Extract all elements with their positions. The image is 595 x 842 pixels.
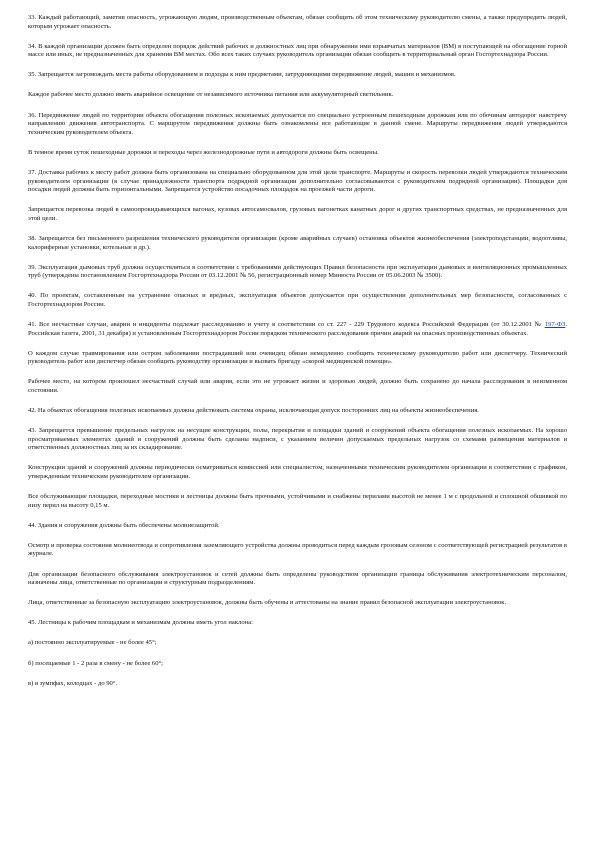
paragraph-inspection: Конструкции зданий и сооружений должны периодически осматриваться комиссией или специалистом, назначенными техническим руководителем организации в соответствии с графиком, утвержденным техническим руководителем организации. bbox=[28, 464, 567, 480]
document-page bbox=[28, 14, 567, 700]
paragraph-41-text-after: . Российская газета, 2001, 31 декабря) и установленным Госгортехнадзором России порядком технического расследования причин аварий на опасных производственных объектах. bbox=[28, 320, 567, 337]
paragraph-39: 39. Эксплуатация дымовых труб должна осуществляться в соответствии с требованиями действующих Правил безопасности при эксплуатации дымовых и вентиляционных промышленных труб (утверждены постановлением Госгортехнадзора России от 03.12.2001 № 56, регистрационный номер Минюста России от 05.06.2003 № 3500). bbox=[28, 263, 567, 280]
paragraph-lightning-check: Осмотр и проверка состояния молниеотвода и сопротивления заземляющего устройства должны проводиться перед каждым грозовым сезоном с соответствующей регистрацией результатов в журнале. bbox=[28, 541, 567, 558]
paragraph-injury-report: О каждом случае травмирования или остром заболевании пострадавший или очевидец обязан немедленно сообщить техническому руководителю работ или диспетчеру. Технический руководитель работ или диспетчер обязан сообщить руководству организации и вызвать бригаду «скорой медицинской помощи». bbox=[28, 349, 567, 366]
paragraph-35: 35. Запрещается загромождать места работы оборудованием и подходы к ним предметами, затрудняющими передвижение людей, машин и механизмов. bbox=[28, 71, 456, 79]
paragraph-36: 36. Передвижение людей по территории объекта обогащения полезных ископаемых допускается по специально устроенным пешеходным дорожкам или по обочинам автодорог навстречу направлению движения автотранспорта. С маршрутом передвижения должны быть ознакомлены все работающие в данной смене. Маршруты передвижения людей утверждаются техническим руководителем объекта. bbox=[28, 111, 567, 136]
paragraph-42: 42. На объектах обогащения полезных ископаемых должна действовать система охраны, исключающая допуск посторонних лиц на объекты жизнеобеспечения. bbox=[28, 407, 479, 415]
list-item-a: а) постоянно эксплуатируемые - не более 45°; bbox=[28, 639, 157, 647]
paragraph-transport-ban: Запрещается перевозка людей в самоопрокидывающихся вагонах, кузовах автосамосвалов, грузовых вагонетках канатных дорог и других транспортных средствах, не предназначенных для этой цели. bbox=[28, 206, 567, 222]
paragraph-workplace-preserve: Рабочее место, на котором произошел несчастный случай или авария, если это не угрожает жизни и здоровью людей, должно быть сохранено до начала расследования в неизменном состоянии. bbox=[28, 378, 567, 394]
paragraph-41-text-before: 41. Все несчастные случаи, аварии и инциденты подлежат расследованию и учету в соответствии со ст. 227 - 229 Трудового кодекса Российской Федерации (от 30.12.2001 № bbox=[28, 320, 545, 328]
list-item-b: б) посещаемые 1 - 2 раза в смену - не более 60°; bbox=[28, 659, 163, 667]
paragraph-40: 40. По проектам, составленным на устранение опасных и вредных, эксплуатация объектов допускается при осуществлении дополнительных мер безопасности, согласованных с Госгортехнадзором России. bbox=[28, 292, 567, 308]
paragraph-45: 45. Лестницы к рабочим площадкам и механизмам должны иметь угол наклона: bbox=[28, 619, 253, 627]
paragraph-38: 38. Запрещается без письменного разрешения технического руководителя организации (кроме аварийных случаев) остановка объектов жизнеобеспечения (электроподстанции, водоотливы, калориферные установки, котельные и др.). bbox=[28, 234, 567, 251]
paragraph-33: 33. Каждый работающий, заметив опасность, угрожающую людям, производственным объектам, обязан сообщить об этом техническому руководителю смены, а также предупредить людей, которым угрожает опасность. bbox=[28, 14, 567, 30]
paragraph-emergency-lighting: Каждое рабочее место должно иметь аварийное освещение от независимого источника питания или аккумуляторный светильник. bbox=[28, 91, 394, 99]
paragraph-electrical-training: Лица, ответственные за безопасную эксплуатацию электроустановок, должны быть обучены и аттестованы на знание правил безопасной эксплуатации электроустановок. bbox=[28, 599, 507, 607]
paragraph-platforms: Все обслуживающие площадки, переходные мостики и лестницы должны быть прочными, устойчивыми и снабжены перилами высотой не менее 1 м с продольной и сплошной обшивкой по низу перил на высоту 0,15 м. bbox=[28, 493, 567, 509]
paragraph-37: 37. Доставка рабочих к месту работ должна быть организована на специально оборудованном для этой цели транспорте. Маршруты и скорость перевозки людей утверждаются техническим руководителем организации (в случае принадлежности транспорта подрядной организации дополнительно согласовываются с руководителем подрядной организации). Площадки для посадки людей должны быть горизонтальными. Запрещается устройство посадочных площадок на проезжей части дороги. bbox=[28, 168, 567, 194]
law-link[interactable]: 197-ФЗ bbox=[544, 320, 566, 328]
paragraph-44: 44. Здания и сооружения должны быть обеспечены молниезащитой. bbox=[28, 521, 220, 529]
paragraph-night-lighting: В темное время суток пешеходные дорожки и переходы через железнодорожные пути и автодороги должны быть освещены. bbox=[28, 148, 379, 156]
paragraph-34: 34. В каждой организации должен быть определен порядок действий рабочих и должностных лиц при обнаружении ими взрывчатых материалов (ВМ) в поступающей на обогащение горной массе или иных, не предназначенных для хранения ВМ местах. Обо всех таких случаях руководитель организации обязан сообщить в территориальный орган Госгортехнадзора России. bbox=[28, 42, 567, 59]
list-item-c: в) в зумпфах, колодцах - до 90°. bbox=[28, 679, 118, 687]
paragraph-43: 43. Запрещается превышение предельных нагрузок на несущие конструкции, полы, перекрытия и площадки зданий и сооружений объекта обогащения полезных ископаемых. На хорошо просматриваемых элементах зданий и сооружений должны быть сделаны надписи, с указанием величин допускаемых предельных нагрузок со схемами размещения материалов и ответственных должностных лиц за их складирование. bbox=[28, 427, 567, 452]
paragraph-41 bbox=[28, 321, 567, 338]
paragraph-electrical-boundaries: Для организации безопасного обслуживания электроустановок и сетей должны быть определены руководством организации границы обслуживания электротехническим персоналом, назначены лица, ответственные по организации и структурным подразделениям. bbox=[28, 570, 567, 587]
